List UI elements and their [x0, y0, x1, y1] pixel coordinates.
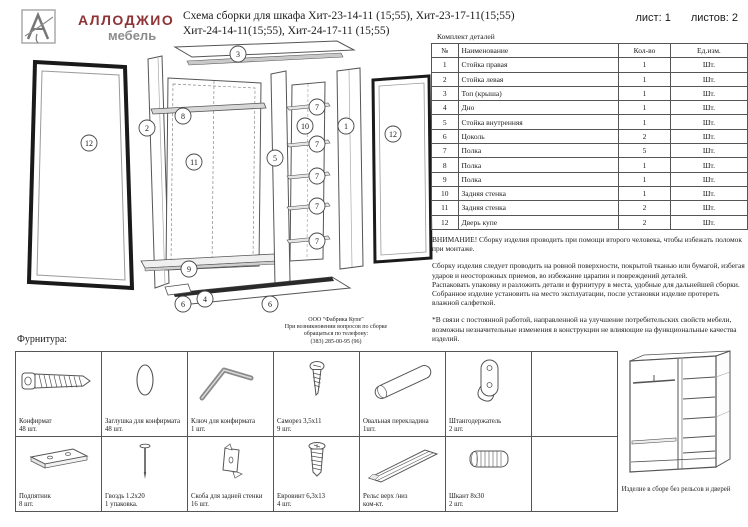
parts-table-body	[432, 58, 748, 230]
hardware-item-name: Овальная перекладина	[363, 418, 429, 425]
table-cell: 2	[619, 129, 671, 143]
hardware-item-rod-holder	[446, 352, 532, 437]
table-cell: 5	[619, 144, 671, 158]
assembled-product-drawing	[616, 349, 748, 481]
part-callout-8	[175, 108, 191, 124]
hardware-cell-empty	[532, 437, 618, 512]
table-cell: 2	[619, 201, 671, 215]
svg-text:11: 11	[190, 157, 198, 167]
dowel-icon	[447, 438, 531, 486]
svg-text:6: 6	[181, 299, 185, 309]
table-cell: 8	[432, 158, 459, 172]
page-title	[183, 9, 568, 39]
hardware-item-qty: 2 шт.	[449, 501, 464, 508]
hardware-item-name: Штангодержатель	[449, 418, 502, 425]
part-callout-11	[186, 154, 202, 170]
table-cell: 3	[432, 86, 459, 100]
table-cell: 2	[619, 215, 671, 229]
part-callout-2	[139, 120, 155, 136]
table-row	[432, 86, 748, 100]
table-row	[432, 129, 748, 143]
hardware-item-qty: 4 шт.	[277, 501, 292, 508]
table-cell: Полка	[458, 144, 619, 158]
hardware-item-qty: 8 шт.	[19, 501, 34, 508]
hardware-item-qty: 48 шт.	[19, 426, 37, 433]
manufacturer-note: обращаться по телефону:	[303, 331, 369, 338]
part-callout-7	[309, 233, 325, 249]
sheet-info	[635, 12, 738, 24]
part-side-right	[337, 68, 363, 269]
hardware-item-name: Рельс верх /низ	[363, 493, 408, 500]
sheets-total: листов: 2	[690, 12, 738, 24]
oval-rod-icon	[361, 353, 445, 411]
hardware-item-hex-key	[188, 352, 274, 437]
table-cell: 7	[432, 144, 459, 158]
table-cell: Дно	[458, 101, 619, 115]
svg-text:2: 2	[145, 123, 149, 133]
assembled-product-caption: Изделие в сборе без рельсов и дверей	[621, 486, 731, 493]
svg-text:12: 12	[389, 129, 397, 139]
hardware-item-dowel	[446, 437, 532, 512]
manufacturer-info	[256, 317, 416, 346]
part-callout-6	[175, 296, 191, 312]
column-header-unit: Ед.изм.	[670, 44, 747, 58]
part-callout-7	[309, 99, 325, 115]
table-cell: 4	[432, 101, 459, 115]
hardware-section-title: Фурнитура:	[17, 334, 68, 345]
hardware-item-name: Заглушка для конфирмата	[105, 418, 180, 425]
table-cell: Шт.	[670, 58, 747, 72]
part-callout-3	[230, 46, 246, 62]
euro-screw-icon	[275, 438, 359, 486]
svg-text:6: 6	[268, 299, 272, 309]
table-cell: Шт.	[670, 172, 747, 186]
table-row	[432, 58, 748, 72]
hardware-item-qty: 1 упаковка.	[105, 501, 138, 508]
table-row	[432, 186, 748, 200]
table-cell: Полка	[458, 158, 619, 172]
note-paragraph: Собранное изделие установить на место эксплуатации, после установки изделие протереть влажной салфеткой.	[432, 289, 720, 308]
hardware-item-nail	[102, 437, 188, 512]
hardware-item-qty: 2 шт.	[449, 426, 464, 433]
part-callout-1	[338, 118, 354, 134]
table-cell: 1	[619, 72, 671, 86]
part-callout-4	[197, 291, 213, 307]
hardware-item-qty: 48 шт.	[105, 426, 123, 433]
table-cell: Дверь купе	[458, 215, 619, 229]
hardware-item-qty: ком-кт.	[363, 501, 384, 508]
manufacturer-name: ООО "Фабрика Купе"	[308, 317, 364, 323]
column-header-num: №	[432, 44, 459, 58]
table-row	[432, 158, 748, 172]
table-cell: 2	[432, 72, 459, 86]
exploded-diagram	[15, 40, 435, 330]
part-callout-9	[181, 261, 197, 277]
part-callout-7	[309, 168, 325, 184]
confirmat-screw-icon	[17, 353, 101, 411]
table-row	[432, 101, 748, 115]
table-cell: Шт.	[670, 101, 747, 115]
table-row	[432, 72, 748, 86]
svg-text:7: 7	[315, 236, 319, 246]
table-cell: 1	[619, 172, 671, 186]
hardware-item-foot-pad	[16, 437, 102, 512]
svg-text:7: 7	[315, 102, 319, 112]
hardware-item-name: Скоба для задней стенки	[191, 493, 263, 500]
hardware-item-name: Конфирмат	[19, 418, 52, 425]
title-line1: Схема сборки для шкафа Хит-23-14-11 (15;55), Хит-23-17-11(15;55)	[183, 10, 515, 22]
assembly-notes	[432, 235, 745, 343]
part-callout-5	[267, 150, 283, 166]
table-cell: Шт.	[670, 86, 747, 100]
table-cell: 6	[432, 129, 459, 143]
note-paragraph: *В связи с постоянной работой, направленной на улучшение потребительских свойств мебели, возможны незначительные изменения в конструкции не влияющие на функциональные качества изделий.	[432, 315, 737, 343]
svg-text:9: 9	[187, 264, 191, 274]
svg-text:7: 7	[315, 139, 319, 149]
svg-text:12: 12	[85, 138, 93, 148]
hardware-item-screw	[274, 352, 360, 437]
hardware-item-qty: 9 шт.	[277, 426, 292, 433]
sheet-number: лист: 1	[635, 12, 671, 24]
svg-text:7: 7	[315, 171, 319, 181]
table-cell: Шт.	[670, 201, 747, 215]
title-line2: Хит-24-14-11(15;55), Хит-24-17-11 (15;55)	[183, 25, 390, 37]
part-bottom	[165, 277, 350, 304]
warning-text: ВНИМАНИЕ! Сборку изделия проводить при помощи второго человека, чтобы избежать поломок при монтаже.	[432, 235, 742, 254]
hardware-item-euro-screw	[274, 437, 360, 512]
table-cell: Задняя стенка	[458, 186, 619, 200]
part-callout-12	[385, 126, 401, 142]
part-top	[175, 41, 354, 65]
part-callout-10	[297, 118, 313, 134]
hardware-item-bracket	[188, 437, 274, 512]
table-cell: 5	[432, 115, 459, 129]
svg-text:7: 7	[315, 201, 319, 211]
hardware-item-qty: 1 шт.	[191, 426, 206, 433]
hardware-grid	[15, 351, 618, 512]
table-cell: Стойка правая	[458, 58, 619, 72]
table-cell: Задняя стенка	[458, 201, 619, 215]
hex-key-icon	[189, 353, 273, 411]
table-cell: Стойка внутренняя	[458, 115, 619, 129]
table-cell: Шт.	[670, 144, 747, 158]
manufacturer-note: При возникновении вопросов по сборке	[284, 324, 388, 331]
table-cell: 1	[432, 58, 459, 72]
part-callout-7	[309, 198, 325, 214]
table-cell: 1	[619, 186, 671, 200]
hardware-item-qty: 16 шт.	[191, 501, 209, 508]
table-cell: 1	[619, 101, 671, 115]
table-header-row	[432, 44, 748, 58]
hardware-item-name: Ключ для конфирмата	[191, 418, 256, 425]
table-row	[432, 215, 748, 229]
part-callout-6	[262, 296, 278, 312]
svg-text:8: 8	[181, 111, 185, 121]
table-cell: Шт.	[670, 129, 747, 143]
part-partition	[271, 71, 290, 285]
nail-icon	[103, 438, 187, 486]
table-row	[432, 115, 748, 129]
table-cell: Шт.	[670, 72, 747, 86]
hardware-item-cap	[102, 352, 188, 437]
manufacturer-phone: (383) 285-00-95 (96)	[310, 338, 362, 345]
screw-icon	[275, 353, 359, 411]
hardware-item-oval-rod	[360, 352, 446, 437]
hardware-cell-empty	[532, 352, 618, 437]
table-cell: Полка	[458, 172, 619, 186]
table-row	[432, 172, 748, 186]
table-cell: Топ (крыша)	[458, 86, 619, 100]
table-cell: 1	[619, 158, 671, 172]
part-door-right	[373, 76, 431, 262]
note-paragraph: Сборку изделия следует проводить на ровной поверхности, покрытой тканью или бумагой, избегая ударов и неосторожных приемов, во избежание царапин и повреждений деталей.	[432, 261, 745, 280]
svg-text:5: 5	[273, 153, 277, 163]
svg-text:4: 4	[203, 294, 207, 304]
hardware-item-name: Евровинт 6,3х13	[277, 493, 326, 500]
hardware-item-confirmat	[16, 352, 102, 437]
hardware-item-name: Гвоздь 1.2х20	[105, 493, 145, 500]
table-cell: Шт.	[670, 186, 747, 200]
hardware-item-rail	[360, 437, 446, 512]
rail-icon	[361, 438, 445, 486]
part-callout-12	[81, 135, 97, 151]
part-door-left	[29, 62, 132, 288]
parts-table	[431, 43, 748, 230]
cap-icon	[103, 353, 187, 411]
svg-text:3: 3	[236, 49, 240, 59]
table-cell: Шт.	[670, 115, 747, 129]
table-row	[432, 201, 748, 215]
table-cell: Шт.	[670, 158, 747, 172]
brand-name: АЛЛОДЖИО	[78, 12, 175, 28]
table-cell: 10	[432, 186, 459, 200]
brand-sub: мебель	[108, 28, 157, 43]
table-row	[432, 144, 748, 158]
hardware-item-qty: 1шт.	[363, 426, 376, 433]
table-cell: 1	[619, 58, 671, 72]
table-cell: 11	[432, 201, 459, 215]
column-header-name: Наименование	[458, 44, 619, 58]
part-callout-7	[309, 136, 325, 152]
svg-text:10: 10	[301, 121, 309, 131]
table-cell: Шт.	[670, 215, 747, 229]
note-paragraph: Распаковать упаковку и разложить детали и фурнитуру в места, удобные для дальнейшей сборки.	[432, 279, 740, 289]
column-header-qty: Кол-во	[619, 44, 671, 58]
hardware-item-name: Подпятник	[19, 493, 51, 500]
hardware-item-name: Саморез 3,5х11	[277, 418, 322, 425]
parts-table-caption: Комплект деталей	[437, 32, 495, 41]
rod-holder-icon	[447, 353, 531, 411]
table-cell: 1	[619, 115, 671, 129]
foot-pad-icon	[17, 438, 101, 486]
table-cell: 1	[619, 86, 671, 100]
svg-text:1: 1	[344, 121, 348, 131]
table-cell: 12	[432, 215, 459, 229]
table-cell: Стойка левая	[458, 72, 619, 86]
bracket-icon	[189, 438, 273, 486]
table-cell: Цоколь	[458, 129, 619, 143]
table-cell: 9	[432, 172, 459, 186]
hardware-item-name: Шкант 8х30	[449, 493, 484, 500]
